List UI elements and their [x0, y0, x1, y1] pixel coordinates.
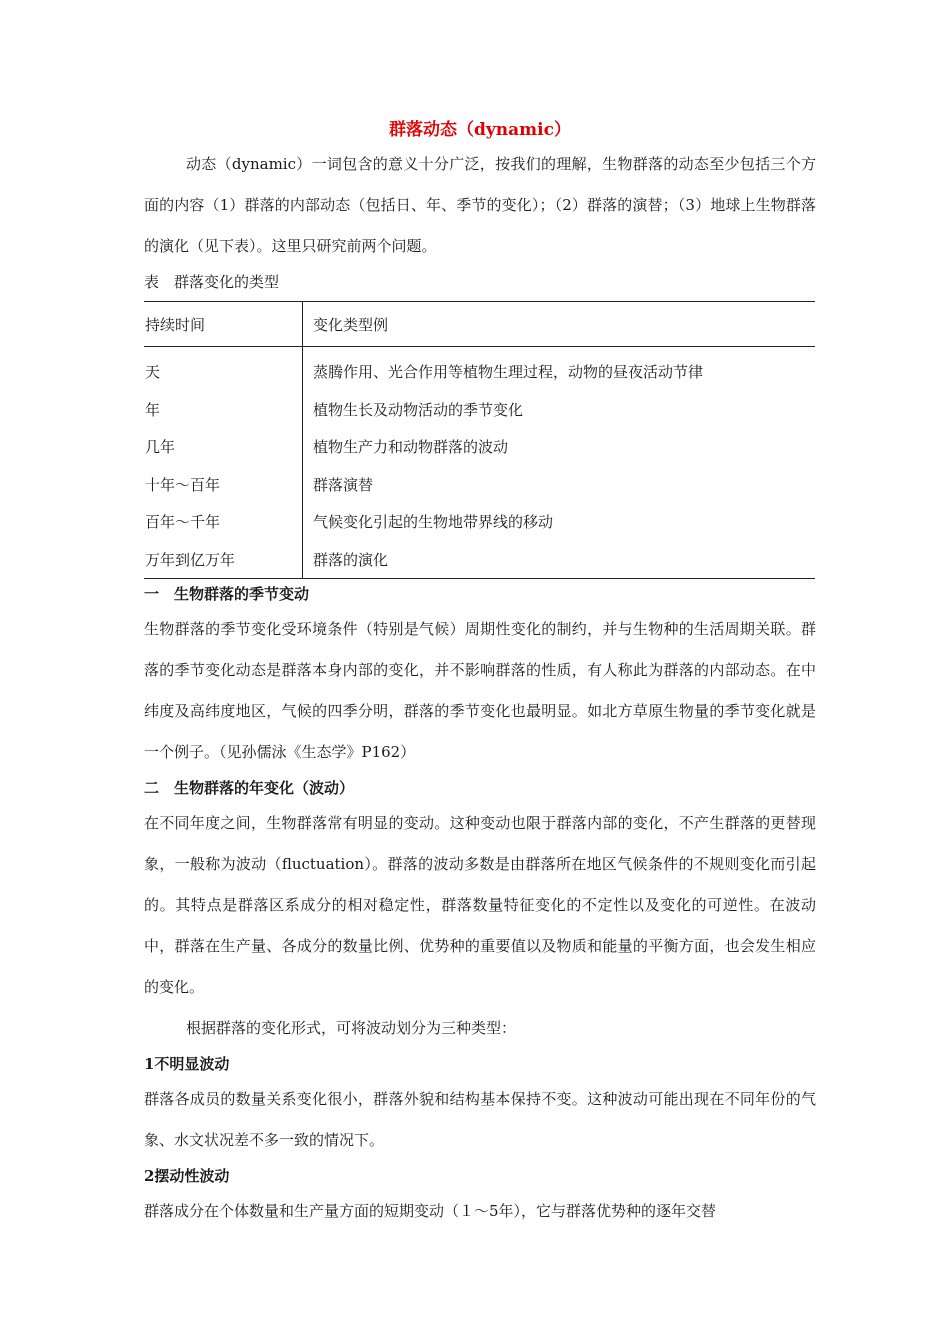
type1-body: 群落各成员的数量关系变化很小，群落外貌和结构基本保持不变。这种波动可能出现在不同年份的气象、水文状况差不多一致的情况下。	[144, 1090, 816, 1149]
document-page	[144, 118, 816, 1232]
type1-heading: 1不明显波动	[144, 1055, 230, 1073]
header-change-type: 变化类型例	[313, 315, 389, 334]
duration-cell: 万年到亿万年	[144, 541, 303, 579]
section1-heading: 一 生物群落的季节变动	[144, 585, 310, 603]
document-title: 群落动态（dynamic）	[389, 120, 571, 140]
change-type-cell: 群落演替	[313, 475, 374, 494]
change-type-cell: 蒸腾作用、光合作用等植物生理过程，动物的昼夜活动节律	[313, 363, 704, 382]
table-row	[144, 503, 815, 541]
table-row	[144, 428, 815, 466]
change-type-cell: 植物生产力和动物群落的波动	[313, 438, 509, 457]
type2-heading: 2摆动性波动	[144, 1167, 230, 1185]
table-row	[144, 466, 815, 504]
table-row	[144, 391, 815, 429]
table-row	[144, 541, 815, 579]
change-type-cell: 气候变化引起的生物地带界线的移动	[313, 513, 554, 532]
header-duration: 持续时间	[144, 302, 303, 347]
section2-heading: 二 生物群落的年变化（波动）	[144, 779, 355, 797]
change-types-table	[144, 301, 815, 579]
duration-cell: 十年～百年	[144, 466, 303, 504]
table-row	[144, 347, 815, 391]
table-caption: 表 群落变化的类型	[144, 273, 280, 291]
table-header-row	[144, 302, 815, 347]
types-intro: 根据群落的变化形式，可将波动划分为三种类型：	[186, 1019, 517, 1037]
duration-cell: 几年	[144, 428, 303, 466]
duration-cell: 年	[144, 391, 303, 429]
change-type-cell: 群落的演化	[313, 550, 389, 569]
duration-cell: 天	[144, 347, 303, 391]
type2-body: 群落成分在个体数量和生产量方面的短期变动（１～5年），它与群落优势种的逐年交替	[144, 1202, 717, 1220]
section1-body: 生物群落的季节变化受环境条件（特别是气候）周期性变化的制约，并与生物种的生活周期关联。群落的季节变化动态是群落本身内部的变化，并不影响群落的性质，有人称此为群落的内部动态。在中纬度及高纬度地区，气候的四季分明，群落的季节变化也最明显。如北方草原生物量的季节变化就是一个例子。（见孙儒泳《生态学》P162）	[144, 620, 816, 761]
duration-cell: 百年～千年	[144, 503, 303, 541]
section2-body: 在不同年度之间，生物群落常有明显的变动。这种变动也限于群落内部的变化，不产生群落的更替现象，一般称为波动（fluctuation）。群落的波动多数是由群落所在地区气候条件的不规则变化而引起的。其特点是群落区系成分的相对稳定性，群落数量特征变化的不定性以及变化的可逆性。在波动中，群落在生产量、各成分的数量比例、优势种的重要值以及物质和能量的平衡方面，也会发生相应的变化。	[144, 814, 816, 996]
change-type-cell: 植物生长及动物活动的季节变化	[313, 400, 524, 419]
intro-paragraph: 动态（dynamic）一词包含的意义十分广泛，按我们的理解，生物群落的动态至少包括三个方面的内容（1）群落的内部动态（包括日、年、季节的变化）；（2）群落的演替；（3）地球上生物群落的演化（见下表）。这里只研究前两个问题。	[144, 155, 816, 255]
